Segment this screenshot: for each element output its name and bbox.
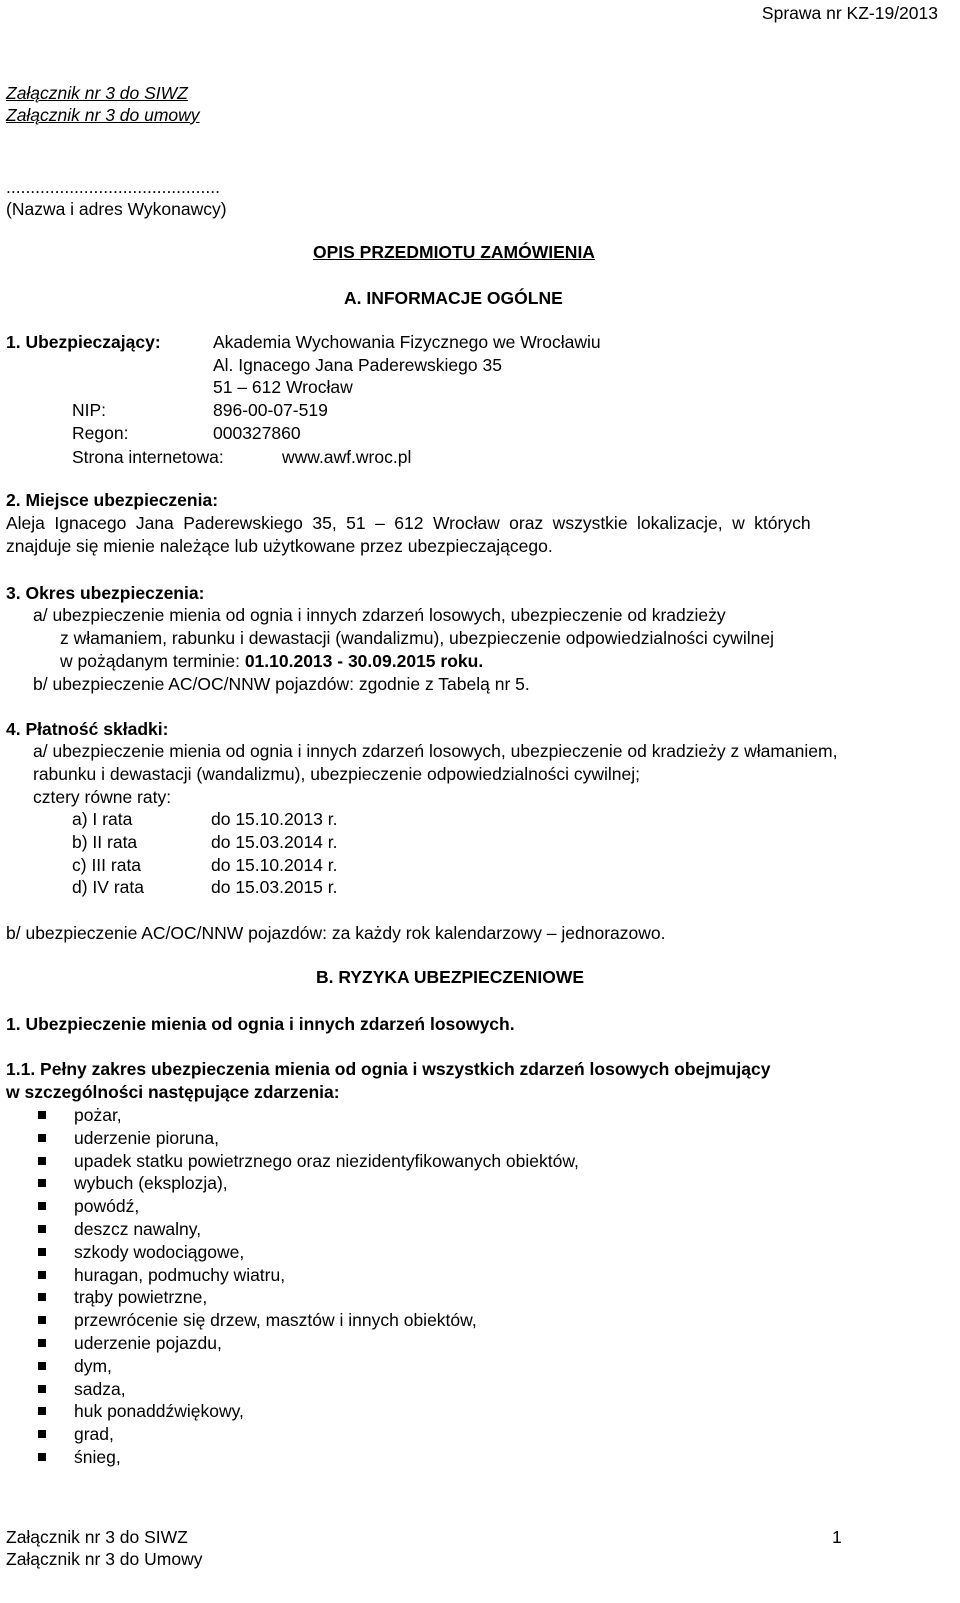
bullet-icon	[38, 1407, 46, 1415]
bullet-icon	[38, 1339, 46, 1347]
list-item: pożar,	[74, 1105, 122, 1125]
list-item: grad,	[74, 1424, 114, 1445]
nip-label: NIP:	[72, 400, 107, 420]
regon-label: Regon:	[72, 423, 129, 443]
list-item: powódź,	[74, 1196, 140, 1217]
period-b-line: b/ ubezpieczenie AC/OC/NNW pojazdów: zgodnie z Tabelą nr 5.	[33, 674, 530, 694]
footer-siwz: Załącznik nr 3 do SIWZ	[6, 1527, 188, 1547]
list-item: wybuch (eksplozja),	[74, 1173, 228, 1194]
nip-value: 896-00-07-519	[213, 400, 328, 420]
bullet-icon	[38, 1362, 46, 1370]
bullet-icon	[38, 1202, 46, 1210]
list-item: szkody wodociągowe,	[74, 1241, 245, 1262]
page-number: 1	[832, 1527, 842, 1547]
list-item: deszcz nawalny,	[74, 1219, 202, 1239]
bullet-icon	[38, 1157, 46, 1165]
bullet-icon	[38, 1179, 46, 1187]
installment-date: do 15.03.2014 r.	[211, 832, 338, 852]
footer-contract: Załącznik nr 3 do Umowy	[6, 1549, 203, 1569]
list-item: huragan, podmuchy wiatru,	[74, 1264, 286, 1285]
installment-name: a) I rata	[72, 809, 133, 829]
installment-date: do 15.10.2013 r.	[211, 809, 338, 829]
period-dates: 01.10.2013 - 30.09.2015 roku.	[244, 651, 484, 671]
section-b-subheading-1-1-line-1: 1.1. Pełny zakres ubezpieczenia mienia od ognia i wszystkich zdarzeń losowych obejmujący	[6, 1059, 771, 1079]
bullet-icon	[38, 1293, 46, 1301]
bullet-icon	[38, 1248, 46, 1256]
website-value: www.awf.wroc.pl	[282, 447, 412, 467]
list-item: sadza,	[74, 1378, 126, 1399]
list-item: huk ponaddźwiękowy,	[74, 1401, 244, 1422]
installment-date: do 15.10.2014 r.	[211, 855, 338, 875]
installment-date: do 15.03.2015 r.	[211, 877, 338, 897]
bullet-icon	[38, 1134, 46, 1142]
bullet-icon	[38, 1225, 46, 1233]
list-item: dym,	[74, 1355, 112, 1376]
website-label: Strona internetowa:	[72, 447, 224, 467]
bullet-icon	[38, 1430, 46, 1438]
installment-name: b) II rata	[72, 832, 138, 852]
place-label: 2. Miejsce ubezpieczenia:	[6, 490, 219, 510]
bullet-icon	[38, 1453, 46, 1461]
list-item: uderzenie pioruna,	[74, 1127, 219, 1148]
list-item: przewrócenie się drzew, masztów i innych obiektów,	[74, 1310, 477, 1331]
period-a-line-1: a/ ubezpieczenie mienia od ognia i innych zdarzeń losowych, ubezpieczenie od kradzieży	[33, 605, 726, 625]
payment-b-line: b/ ubezpieczenie AC/OC/NNW pojazdów: za każdy rok kalendarzowy – jednorazowo.	[6, 923, 666, 943]
period-label: 3. Okres ubezpieczenia:	[6, 583, 205, 603]
case-number: Sprawa nr KZ-19/2013	[761, 3, 938, 23]
insurer-street: Al. Ignacego Jana Paderewskiego 35	[213, 355, 502, 375]
payment-a-line-1: a/ ubezpieczenie mienia od ognia i innych zdarzeń losowych, ubezpieczenie od kradzieży z włamaniem,	[33, 741, 838, 761]
period-a-line-3	[60, 650, 483, 672]
period-a-line-2: z włamaniem, rabunku i dewastacji (wandalizmu), ubezpieczenie odpowiedzialności cywilnej	[60, 628, 774, 648]
insurer-label: 1. Ubezpieczający:	[6, 332, 161, 352]
attachment-siwz: Załącznik nr 3 do SIWZ	[6, 83, 188, 103]
list-item: trąby powietrzne,	[74, 1287, 208, 1308]
insurer-name: Akademia Wychowania Fizycznego we Wrocławiu	[213, 332, 601, 352]
bullet-icon	[38, 1316, 46, 1324]
attachment-contract: Załącznik nr 3 do umowy	[6, 105, 200, 125]
list-item: śnieg,	[74, 1447, 121, 1467]
regon-value: 000327860	[213, 423, 301, 443]
period-term-label: w pożądanym terminie:	[60, 651, 245, 671]
list-item: upadek statku powietrznego oraz niezidentyfikowanych obiektów,	[74, 1150, 579, 1171]
payment-a-line-3: cztery równe raty:	[33, 787, 172, 807]
contractor-dots: ............................................	[6, 177, 220, 197]
payment-label: 4. Płatność składki:	[6, 719, 169, 739]
place-text-1: Aleja Ignacego Jana Paderewskiego 35, 51 – 612 Wrocław oraz wszystkie lokalizacje, w których	[6, 513, 811, 533]
payment-a-line-2: rabunku i dewastacji (wandalizmu), ubezpieczenie odpowiedzialności cywilnej;	[33, 764, 640, 784]
bullet-icon	[38, 1385, 46, 1393]
section-b-subheading-1: 1. Ubezpieczenie mienia od ognia i innych zdarzeń losowych.	[6, 1014, 515, 1034]
document-title: OPIS PRZEDMIOTU ZAMÓWIENIA	[313, 242, 595, 262]
section-a-heading: A. INFORMACJE OGÓLNE	[344, 288, 563, 308]
contractor-label: (Nazwa i adres Wykonawcy)	[6, 199, 227, 219]
installment-name: d) IV rata	[72, 877, 144, 897]
list-item: uderzenie pojazdu,	[74, 1333, 222, 1353]
place-line-1	[6, 512, 924, 534]
place-line-2: znajduje się mienie należące lub użytkowane przez ubezpieczającego.	[6, 536, 553, 556]
bullet-icon	[38, 1271, 46, 1279]
installment-name: c) III rata	[72, 855, 142, 875]
insurer-city: 51 – 612 Wrocław	[213, 377, 353, 397]
section-b-heading: B. RYZYKA UBEZPIECZENIOWE	[316, 967, 585, 987]
section-b-subheading-1-1-line-2: w szczególności następujące zdarzenia:	[6, 1082, 340, 1102]
bullet-icon	[38, 1111, 46, 1119]
